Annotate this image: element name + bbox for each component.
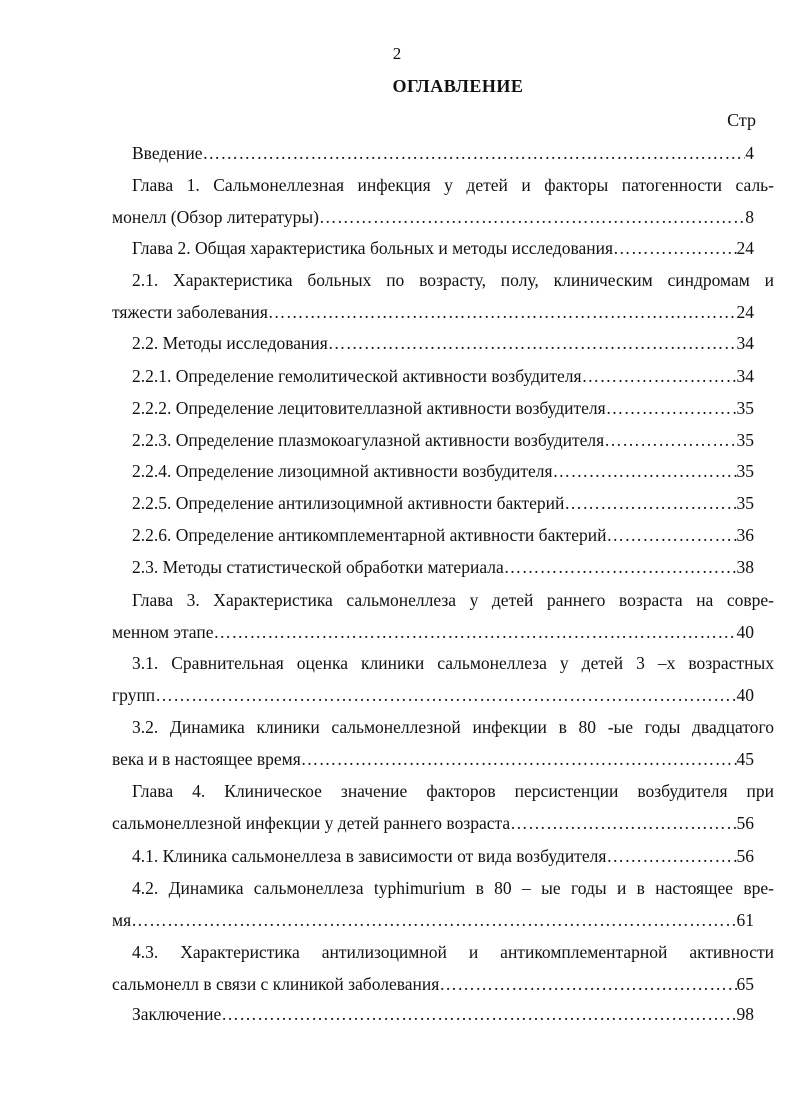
toc-entry-text: 2.2.3. Определение плазмокоагулазной активности возбудителя — [132, 430, 605, 450]
toc-leader-dots — [301, 749, 737, 770]
toc-entry[interactable] — [112, 781, 774, 834]
toc-entry[interactable] — [112, 143, 754, 164]
toc-entry[interactable] — [112, 270, 774, 323]
toc-entry-text: 2.2. Методы исследования — [132, 333, 328, 353]
toc-entry-text: сальмонелл в связи с клиникой заболевания — [112, 974, 440, 994]
toc-entry-text: 4.1. Клиника сальмонеллеза в зависимости от вида возбудителя — [132, 846, 607, 866]
toc-page-number: 8 — [745, 207, 754, 227]
toc-entry[interactable] — [112, 461, 754, 482]
toc-page-number: 35 — [736, 398, 754, 418]
toc-leader-dots — [553, 461, 737, 482]
toc-entry-text: менном этапе — [112, 622, 214, 642]
toc-entry-text: 2.2.6. Определение антикомплементарной активности бактерий — [132, 525, 607, 545]
toc-page-number: 24 — [736, 238, 754, 258]
toc-entry-text: сальмонеллезной инфекции у детей раннего возраста — [112, 813, 511, 833]
toc-leader-dots — [510, 813, 736, 834]
toc-entry[interactable] — [112, 653, 774, 706]
toc-entry-text: монелл (Обзор литературы) — [112, 207, 319, 227]
toc-leader-dots — [131, 910, 736, 931]
toc-entry-text: мя — [112, 910, 132, 930]
toc-page-number: 36 — [736, 525, 754, 545]
toc-leader-dots — [504, 557, 737, 578]
toc-page-number: 56 — [736, 813, 754, 833]
toc-entry-text: Заключение — [132, 1004, 222, 1024]
toc-page-number: 35 — [736, 493, 754, 513]
toc-leader-dots — [604, 430, 736, 451]
toc-entry[interactable] — [112, 717, 774, 770]
page-title: ОГЛАВЛЕНИЕ — [392, 76, 524, 96]
toc-leader-dots — [582, 366, 737, 387]
toc-entry-text: тяжести заболевания — [112, 302, 268, 322]
toc-entry[interactable] — [112, 1004, 754, 1025]
toc-entry-text: групп — [112, 685, 156, 705]
toc-entry[interactable] — [112, 366, 754, 387]
toc-leader-dots — [439, 974, 736, 995]
toc-entry-text: 2.2.2. Определение лецитовителлазной активности возбудителя — [132, 398, 606, 418]
toc-page-number: 45 — [736, 749, 754, 769]
toc-page-number: 34 — [736, 333, 754, 353]
toc-page-number: 56 — [736, 846, 754, 866]
toc-entry[interactable] — [112, 846, 754, 867]
toc-entry-text: Глава 1. Сальмонеллезная инфекция у детей и факторы патогенности саль- — [132, 175, 774, 195]
toc-entry-text: 2.1. Характеристика больных по возрасту, полу, клиническим синдромам и — [132, 270, 774, 290]
toc-leader-dots — [606, 846, 736, 867]
toc-page-number: 4 — [745, 143, 754, 163]
toc-entry-text: Глава 4. Клиническое значение факторов персистенции возбудителя при — [132, 781, 774, 801]
toc-page-number: 65 — [736, 974, 754, 994]
toc-entry[interactable] — [112, 175, 774, 228]
toc-entry-text: 2.2.4. Определение лизоцимной активности возбудителя — [132, 461, 553, 481]
toc-page-number: 35 — [736, 461, 754, 481]
toc-entry-text: Введение — [132, 143, 203, 163]
toc-leader-dots — [213, 622, 736, 643]
toc-entry-text: Глава 3. Характеристика сальмонеллеза у детей раннего возраста на совре- — [132, 590, 774, 610]
toc-leader-dots — [221, 1004, 736, 1025]
toc-entry[interactable] — [112, 557, 754, 578]
toc-entry[interactable] — [112, 525, 754, 546]
toc-leader-dots — [203, 143, 746, 164]
toc-leader-dots — [328, 333, 737, 354]
toc-page-number: 61 — [736, 910, 754, 930]
page-number: 2 — [392, 44, 402, 63]
toc-leader-dots — [613, 238, 736, 259]
toc-entry[interactable] — [112, 398, 754, 419]
toc-entry-text: 4.2. Динамика сальмонеллеза typhimurium в 80 – ые годы и в настоящее вре- — [132, 878, 774, 898]
toc-entry-text: Глава 2. Общая характеристика больных и методы исследования — [132, 238, 614, 258]
toc-leader-dots — [155, 685, 736, 706]
toc-entry[interactable] — [112, 590, 774, 643]
toc-entry-text: 3.2. Динамика клиники сальмонеллезной инфекции в 80 -ые годы двадцатого — [132, 717, 774, 737]
toc-entry-text: 2.3. Методы статистической обработки материала — [132, 557, 504, 577]
toc-page-number: 40 — [736, 685, 754, 705]
page-column-label: Стр — [727, 110, 756, 130]
toc-entry[interactable] — [112, 238, 754, 259]
toc-entry[interactable] — [112, 942, 774, 995]
toc-page-number: 35 — [736, 430, 754, 450]
toc-entry-text: 3.1. Сравнительная оценка клиники сальмонеллеза у детей 3 –х возрастных — [132, 653, 774, 673]
toc-entry-text: 4.3. Характеристика антилизоцимной и антикомплементарной активности — [132, 942, 774, 962]
toc-leader-dots — [564, 493, 736, 514]
toc-page-number: 34 — [736, 366, 754, 386]
toc-entry[interactable] — [112, 493, 754, 514]
toc-entry-text: века и в настоящее время — [112, 749, 301, 769]
toc-entry-text: 2.2.1. Определение гемолитической активности возбудителя — [132, 366, 582, 386]
toc-entry[interactable] — [112, 430, 754, 451]
toc-leader-dots — [268, 302, 737, 323]
toc-leader-dots — [607, 525, 737, 546]
toc-page-number: 38 — [736, 557, 754, 577]
toc-page-number: 24 — [736, 302, 754, 322]
toc-page-number: 40 — [736, 622, 754, 642]
toc-entry-text: 2.2.5. Определение антилизоцимной активности бактерий — [132, 493, 565, 513]
toc-leader-dots — [606, 398, 737, 419]
toc-entry[interactable] — [112, 333, 754, 354]
toc-leader-dots — [319, 207, 745, 228]
toc-entry[interactable] — [112, 878, 774, 931]
toc-page-number: 98 — [736, 1004, 754, 1024]
